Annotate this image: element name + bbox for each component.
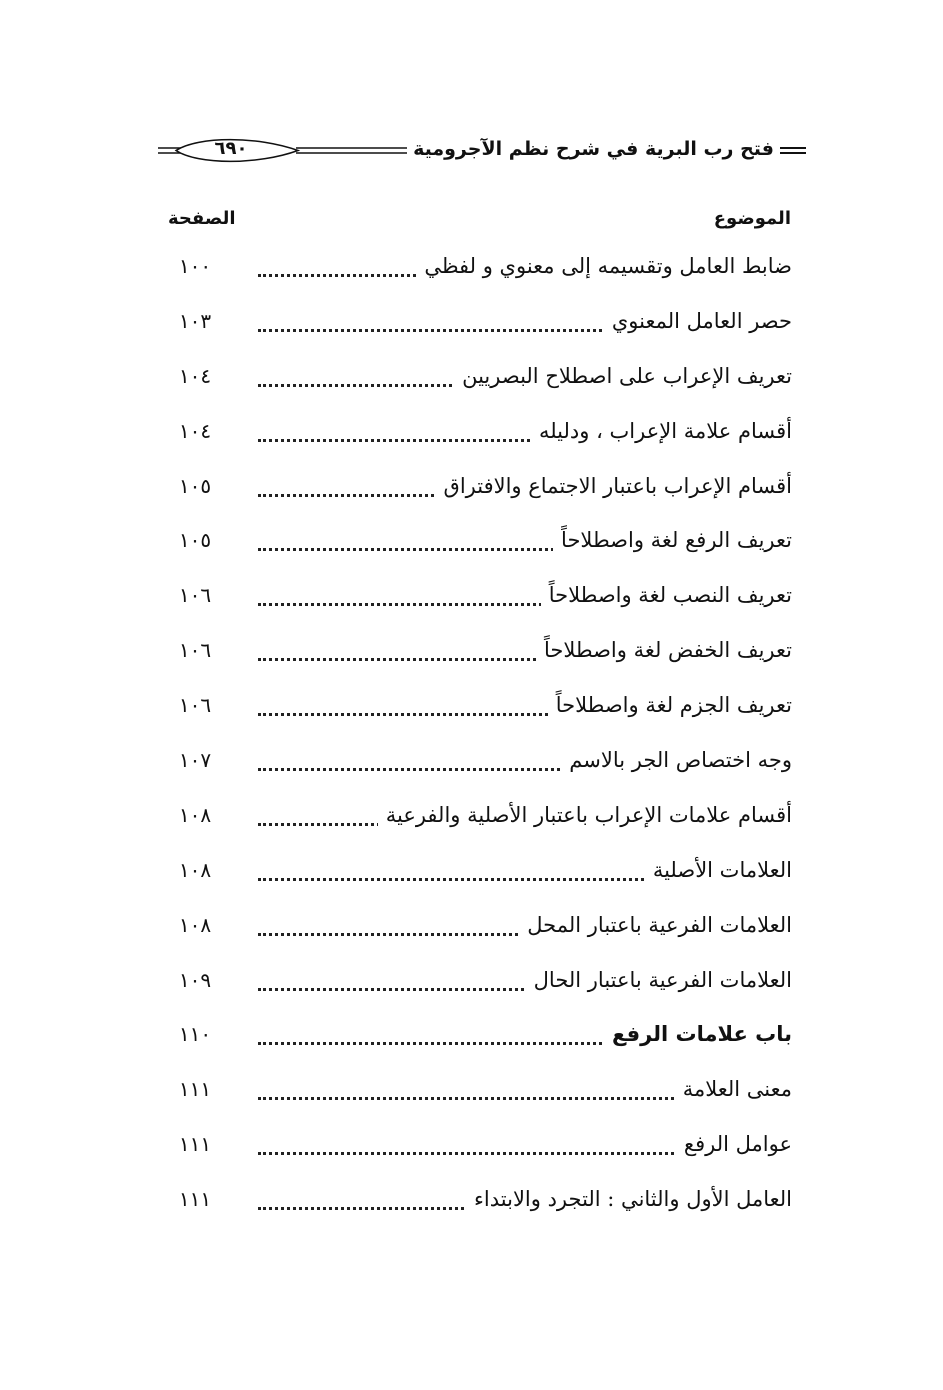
toc-entry-title: معنى العلامة (675, 1077, 792, 1101)
toc-entry-page: ١٠٩ (178, 967, 212, 992)
toc-entry (160, 407, 792, 462)
toc-entry-page: ١٠٤ (178, 418, 212, 443)
toc-entry (160, 791, 792, 846)
toc-entry-title: باب علامات الرفع (604, 1022, 792, 1046)
toc-entry-page: ١٠٣ (178, 308, 212, 333)
toc-entry-page: ١١٠ (178, 1022, 212, 1047)
toc-entry-title: تعريف الإعراب على اصطلاح البصريين (454, 364, 792, 388)
toc-entry (160, 736, 792, 791)
toc-entry-title: العامل الأول والثاني : التجرد والابتداء (466, 1187, 792, 1211)
toc-entry-title: تعريف الجزم لغة واصطلاحاً (548, 693, 792, 717)
toc-entry (160, 297, 792, 352)
toc-entry-page: ١٠٨ (178, 857, 212, 882)
toc-entry (160, 1175, 792, 1230)
toc-entry-title: العلامات الفرعية باعتبار الحال (526, 968, 792, 992)
toc-entry-title: ضابط العامل وتقسيمه إلى معنوي و لفظي (416, 254, 792, 278)
toc-entry-page: ١٠٦ (178, 638, 212, 663)
toc-entry-title: تعريف الرفع لغة واصطلاحاً (553, 528, 792, 552)
toc-entry-page: ١٠٤ (178, 363, 212, 388)
book-title: فتح رب البرية في شرح نظم الآجرومية (407, 138, 780, 160)
toc-entry (160, 956, 792, 1011)
toc-entry (160, 901, 792, 956)
toc-entry (160, 846, 792, 901)
toc-entry-title: تعريف الخفض لغة واصطلاحاً (536, 638, 792, 662)
toc-entry-page: ١١١ (178, 1132, 212, 1157)
toc-entry-title: العلامات الأصلية (645, 858, 792, 882)
toc-entry-title: حصر العامل المعنوي (604, 309, 792, 333)
toc-entry (160, 242, 792, 297)
toc-entry-title: أقسام علامات الإعراب باعتبار الأصلية والفرعية (378, 803, 792, 827)
toc-entry-page: ١٠٦ (178, 693, 212, 718)
toc-entry-page: ١١١ (178, 1187, 212, 1212)
toc-entry (160, 352, 792, 407)
page-number: ٦٩٠ (214, 138, 248, 159)
toc-entry-page: ١٠٨ (178, 802, 212, 827)
toc-entry-page: ١٠٦ (178, 583, 212, 608)
toc-entry (160, 681, 792, 736)
column-heading-topic: الموضوع (713, 208, 791, 229)
toc-entry-page: ١٠٨ (178, 912, 212, 937)
toc-entry-page: ١٠٧ (178, 748, 212, 773)
toc-entry (160, 626, 792, 681)
toc-entry-title: أقسام علامة الإعراب ، ودليله (531, 419, 792, 443)
toc-entry (160, 516, 792, 571)
toc-entry-title: وجه اختصاص الجر بالاسم (561, 748, 792, 772)
toc-entry (160, 571, 792, 626)
toc-entry (160, 462, 792, 517)
toc-entry-page: ١٠٥ (178, 473, 212, 498)
toc-entry-title: تعريف النصب لغة واصطلاحاً (541, 583, 792, 607)
toc-entry-page: ١٠٠ (178, 254, 212, 278)
toc-entry-page: ١١١ (178, 1077, 212, 1102)
toc-entry-title: أقسام الإعراب باعتبار الاجتماع والافتراق (436, 474, 792, 498)
toc-entry (160, 1120, 792, 1175)
running-header (158, 134, 806, 168)
toc-entry-title: العلامات الفرعية باعتبار المحل (519, 913, 792, 937)
table-of-contents (160, 242, 792, 1230)
toc-entry-title: عوامل الرفع (676, 1132, 792, 1156)
column-heading-page: الصفحة (168, 208, 236, 229)
toc-entry-page: ١٠٥ (178, 528, 212, 553)
toc-entry (160, 1010, 792, 1065)
toc-entry (160, 1065, 792, 1120)
